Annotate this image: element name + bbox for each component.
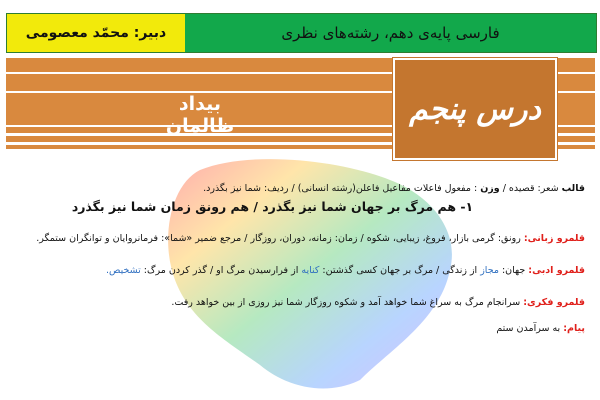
form-value: شعر: قصیده / [499,183,559,194]
header-bar [6,13,597,53]
form-label: قالب [561,183,585,194]
literary-text-before: جهان: [498,265,526,276]
message-text: به سرآمدن ستم [496,323,561,334]
literary-text-middle: از زندگی / مرگ بر جهان کسی گذشتن: [319,265,478,276]
literary-term-tashkhis: تشخیص. [106,265,141,276]
message-label: پیام: [563,323,585,334]
message-section [20,322,585,336]
literary-text-after: از فرارسیدن مرگ او / گذر کردن مرگ: [140,265,299,276]
intellectual-section [20,296,585,310]
course-title: فارسی پایه‌ی دهم، رشته‌های نظری [185,14,596,52]
linguistic-section [20,232,585,246]
literary-section [20,264,585,278]
intellectual-text: سرانجام مرگ به سراغ شما خواهد آمد و شکوه روزگار شما نیز روزی از بین خواهد رفت. [171,297,521,308]
linguistic-label: قلمرو زبانی: [523,233,585,244]
linguistic-text: رونق: گرمی بازار، فروغ، زیبایی، شکوه / زمان: زمانه، دوران، روزگار / مرجع ضمیر «شما»: فرمانروایان و توانگران ستمگر. [36,233,521,244]
intellectual-label: قلمرو فکری: [523,297,585,308]
meta-line [20,182,585,196]
literary-term-majaz: مجاز [480,265,499,276]
lesson-content [20,182,585,336]
meter-label: وزن [480,183,500,194]
literary-term-kenaye: کنایه [301,265,320,276]
lesson-title: بیداد ظالمان [165,93,235,137]
literary-label: قلمرو ادبی: [528,265,585,276]
verse-line: ۱- هم مرگ بر جهان شما نیز بگذرد / هم رونق زمان شما نیز بگذرد [71,199,474,214]
lesson-number: درس پنجم [409,91,541,127]
meter-value: : مفعول فاعلات مفاعیل فاعلن(رشته انسانی) / ردیف: شما نیز بگذرد. [203,183,478,194]
teacher-name: دبیر: محمّد معصومی [7,14,185,52]
lesson-number-box [393,58,557,160]
